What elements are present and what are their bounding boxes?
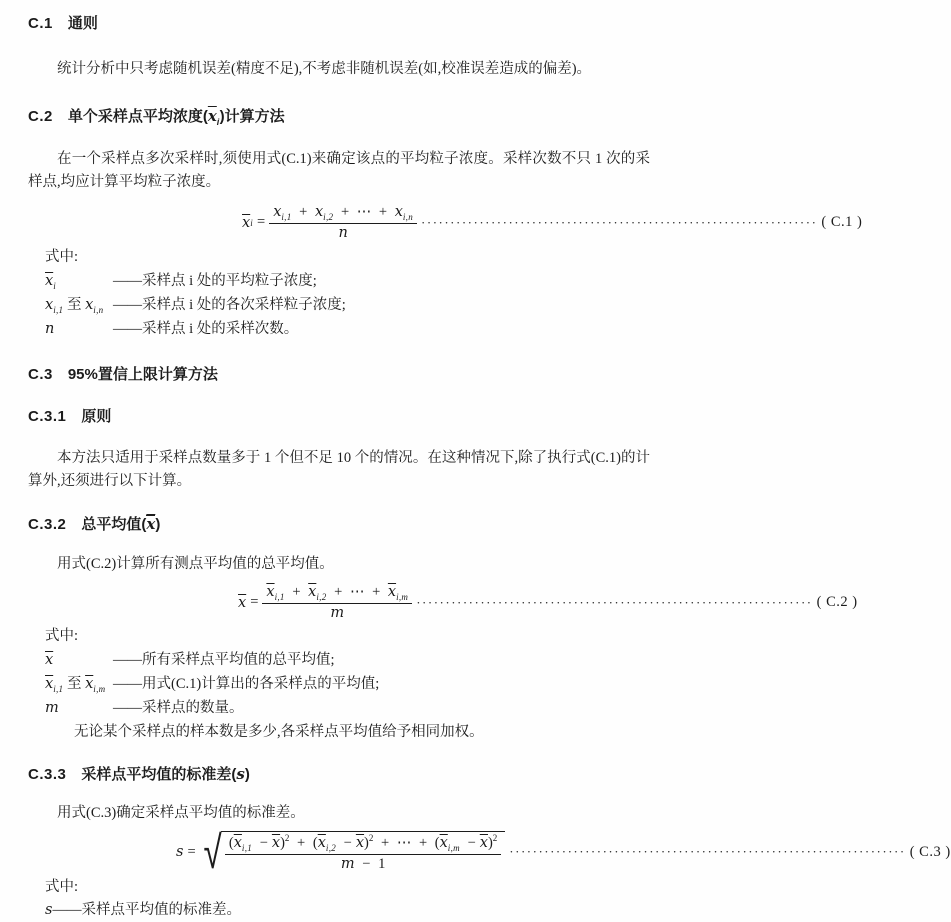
- plus-sign: +: [372, 584, 381, 600]
- subscript-i1: i,1: [274, 591, 285, 602]
- symbol-xbar-i: [45, 269, 113, 293]
- open-paren: (: [228, 835, 234, 851]
- heading-c31-title: 原则: [81, 408, 112, 425]
- m-symbol: m: [45, 700, 59, 716]
- definition-text: 采样点 i 处的平均粒子浓度;: [142, 273, 317, 289]
- definition-text: 采样点 i 处的采样次数。: [142, 321, 299, 337]
- heading-c31-number: C.3.1: [28, 408, 67, 425]
- heading-c31: [28, 407, 650, 427]
- minus-sign: −: [467, 835, 476, 851]
- definition-text: 采样点平均值的标准差。: [81, 902, 241, 918]
- subscript-im: i,m: [447, 842, 460, 853]
- minus-sign: −: [362, 856, 371, 872]
- formula-c1-equation: $\overline{x}$ i = $x_{i,1} + x_{i,2}$ + ⋯ + $x_{i,n}$ n: [242, 203, 417, 242]
- subscript-im: i,m: [396, 591, 409, 602]
- fraction-numerator: [269, 203, 417, 224]
- x-symbol: x: [314, 204, 324, 220]
- subscript-i1: i,1: [281, 211, 292, 222]
- fraction-denominator: [269, 224, 417, 242]
- formula-c3: [28, 825, 951, 879]
- paragraph-general: 统计分析中只考虑随机误差(精度不足),不考虑非随机误差(如,校准误差造成的偏差)。: [57, 61, 592, 77]
- where-label: 式中:: [45, 628, 79, 644]
- definition-text: 采样点 i 处的各次采样粒子浓度;: [142, 297, 346, 313]
- definition-text: 采样点的数量。: [142, 700, 244, 716]
- heading-c3-number: C.3: [28, 366, 53, 383]
- subscript-i1: i,1: [53, 304, 64, 315]
- definition-row: [45, 672, 650, 696]
- heading-c32-title-post: ): [155, 516, 161, 533]
- x-symbol: x: [273, 204, 282, 220]
- paragraph-stddev: 用式(C.3)确定采样点平均值的标准差。: [57, 805, 305, 821]
- subscript-i: i: [216, 117, 220, 127]
- equals-sign: =: [250, 594, 259, 610]
- xbar-symbol: $\overline{x}$: [387, 584, 397, 600]
- definition-dash: ——: [113, 652, 142, 668]
- formula-c2: [28, 583, 858, 622]
- heading-c33-title-pre: 采样点平均值的标准差(: [81, 766, 237, 783]
- subscript-in: i,n: [402, 211, 414, 222]
- x-symbol: x: [394, 204, 403, 220]
- formula-c2-label: ( C.2 ): [816, 594, 858, 610]
- xdoublebar-symbol: $\overline{x}$: [146, 515, 156, 533]
- x-symbol: x: [85, 297, 94, 313]
- minus-sign: −: [259, 835, 268, 851]
- xbar-symbol: $\overline{x}$: [207, 107, 217, 125]
- cdots: ⋯: [356, 204, 372, 220]
- subscript-i1: i,1: [241, 842, 253, 853]
- formula-c1-label: ( C.1 ): [821, 214, 863, 230]
- xbar-symbol: $\overline{x}$: [266, 584, 275, 600]
- minus-sign: −: [343, 835, 352, 851]
- heading-c1-title: 通则: [67, 15, 98, 32]
- xdoublebar-symbol: $\overline{x}$: [271, 835, 281, 851]
- paragraph-weighting-note: 无论某个采样点的样本数是多少,各采样点平均值给予相同加权。: [74, 724, 484, 740]
- heading-c3-title: 95%置信上限计算方法: [67, 366, 218, 383]
- formula-c2-equation: [238, 583, 412, 622]
- plus-sign: +: [334, 584, 343, 600]
- heading-c2: [28, 106, 650, 127]
- plus-sign: +: [381, 835, 390, 851]
- squared-exponent: 2: [284, 833, 290, 844]
- definition-dash: ——: [113, 700, 142, 716]
- cdots: ⋯: [396, 835, 412, 851]
- close-paren: ): [280, 835, 285, 851]
- fraction: [262, 583, 412, 622]
- heading-c32-title: [81, 515, 160, 535]
- paragraph-sampling: 在一个采样点多次采样时,须使用式(C.1)来确定该点的平均粒子浓度。采样次数不只 1 次的采样点,均应计算平均粒子浓度。: [28, 151, 650, 190]
- heading-c32: [28, 515, 650, 535]
- x-symbol: x: [45, 297, 54, 313]
- heading-c1: [28, 14, 650, 34]
- subscript-i1: i,1: [53, 683, 64, 694]
- formula-c1: [28, 203, 863, 242]
- dot-leader: ····································································: [509, 844, 906, 859]
- close-paren: ): [364, 835, 369, 851]
- definition-list-c2: [45, 648, 650, 720]
- definition-row: [45, 696, 650, 720]
- definition-text: 用式(C.1)计算出的各采样点的平均值;: [142, 676, 380, 692]
- fraction: [225, 834, 501, 873]
- squared-exponent: 2: [368, 833, 374, 844]
- n-symbol: n: [45, 321, 55, 337]
- paragraph-grand-mean: 用式(C.2)计算所有测点平均值的总平均值。: [57, 556, 334, 572]
- xbar-symbol: $\overline{x}$: [439, 835, 448, 851]
- open-paren: (: [434, 835, 440, 851]
- fraction-denominator: [225, 855, 501, 873]
- subscript-in: i,n: [93, 304, 104, 315]
- one-digit: 1: [378, 856, 386, 872]
- s-symbol: s: [236, 765, 245, 783]
- s-symbol: s: [45, 902, 53, 918]
- equals-sign: =: [257, 214, 266, 230]
- definition-text: 所有采样点平均值的总平均值;: [142, 652, 335, 668]
- xdoublebar-symbol: $\overline{x}$: [45, 652, 54, 668]
- xbar-symbol: $\overline{x}$: [233, 835, 242, 851]
- definition-list-c1: [45, 269, 650, 341]
- plus-sign: +: [292, 584, 301, 600]
- definition-row: [45, 317, 650, 341]
- symbol-n: [45, 317, 113, 341]
- radicand: [221, 831, 505, 873]
- heading-c33-title-post: ): [244, 766, 250, 783]
- plus-sign: +: [378, 204, 388, 220]
- heading-c33-title: [81, 764, 249, 785]
- cdots: ⋯: [349, 584, 365, 600]
- heading-c3: [28, 365, 650, 385]
- heading-c2-title: [68, 106, 285, 127]
- subscript-i: i: [53, 280, 56, 291]
- heading-c2-number: C.2: [28, 108, 53, 125]
- dot-leader: ····································································: [416, 594, 813, 610]
- n-symbol: n: [338, 225, 348, 241]
- symbol-xdoublebar: [45, 648, 113, 672]
- heading-c32-number: C.3.2: [28, 516, 67, 533]
- fraction: [269, 203, 417, 242]
- plus-sign: +: [418, 835, 428, 851]
- plus-sign: +: [297, 835, 306, 851]
- symbol-xi1-to-xin: [45, 293, 113, 317]
- definition-dash: ——: [52, 902, 82, 918]
- heading-c33-number: C.3.3: [28, 766, 67, 783]
- symbol-xbari1-to-xbarim: [45, 672, 113, 696]
- plus-sign: +: [340, 204, 350, 220]
- square-root: √ $(\overline{x}_{i,1} - \overline{x})^2 + (\overline{x}_{i,2} - \overline{x})^2$ + ⋯ + $(\overline{x}_{i,m} - \overline{x})^2$ m − 1: [200, 831, 506, 873]
- subscript-i2: i,2: [325, 842, 337, 853]
- formula-c3-label: ( C.3 ): [909, 843, 951, 860]
- xdoublebar-symbol: $\overline{x}$: [355, 835, 365, 851]
- symbol-m: [45, 696, 113, 720]
- x-symbol: $\overline{x}$: [45, 273, 54, 289]
- heading-c1-number: C.1: [28, 15, 53, 32]
- definition-row: [45, 648, 650, 672]
- xbar-symbol: $\overline{x}$: [308, 584, 317, 600]
- formula-c3-equation: [176, 825, 505, 879]
- s-symbol: s: [176, 844, 184, 860]
- m-symbol: m: [330, 605, 345, 621]
- fraction-numerator: [262, 583, 412, 604]
- subscript-i2: i,2: [316, 591, 327, 602]
- m-symbol: m: [340, 856, 355, 872]
- plus-sign: +: [299, 204, 308, 220]
- open-paren: (: [312, 835, 318, 851]
- xdoublebar-symbol: $\overline{x}$: [479, 835, 488, 851]
- subscript-i2: i,2: [323, 211, 334, 222]
- definition-dash: ——: [113, 321, 142, 337]
- definition-row: [45, 269, 650, 293]
- definition-dash: ——: [113, 676, 142, 692]
- subscript-im: i,m: [93, 683, 106, 694]
- fraction-denominator: [262, 604, 412, 622]
- where-label: 式中:: [45, 249, 79, 265]
- fraction-numerator: [225, 834, 501, 855]
- heading-c32-title-pre: 总平均值(: [81, 516, 147, 533]
- xbar-symbol: $\overline{x}$: [45, 676, 54, 692]
- xbar-i-symbol: $\overline{x}$: [242, 214, 251, 231]
- xbar-symbol: $\overline{x}$: [85, 676, 94, 692]
- heading-c33: [28, 764, 650, 785]
- dot-leader: ····································································: [421, 214, 818, 230]
- to-character: 至: [66, 676, 82, 692]
- heading-c2-title-post: )计算方法: [219, 108, 285, 125]
- xdoublebar-symbol: $\overline{x}$: [238, 594, 247, 611]
- heading-c2-title-pre: 单个采样点平均浓度(: [67, 108, 208, 125]
- paragraph-principle: 本方法只适用于采样点数量多于 1 个但不足 10 个的情况。在这种情况下,除了执行式(C.1)的计算外,还须进行以下计算。: [28, 450, 650, 489]
- equals-sign: =: [187, 843, 196, 860]
- xbar-symbol: $\overline{x}$: [317, 835, 326, 851]
- definition-dash: ——: [113, 297, 142, 313]
- definition-row-s: [45, 899, 650, 922]
- definition-row: [45, 293, 650, 317]
- squared-exponent: 2: [492, 833, 498, 844]
- to-character: 至: [66, 297, 82, 313]
- close-paren: ): [487, 835, 493, 851]
- where-label: 式中:: [45, 879, 79, 895]
- definition-dash: ——: [113, 273, 142, 289]
